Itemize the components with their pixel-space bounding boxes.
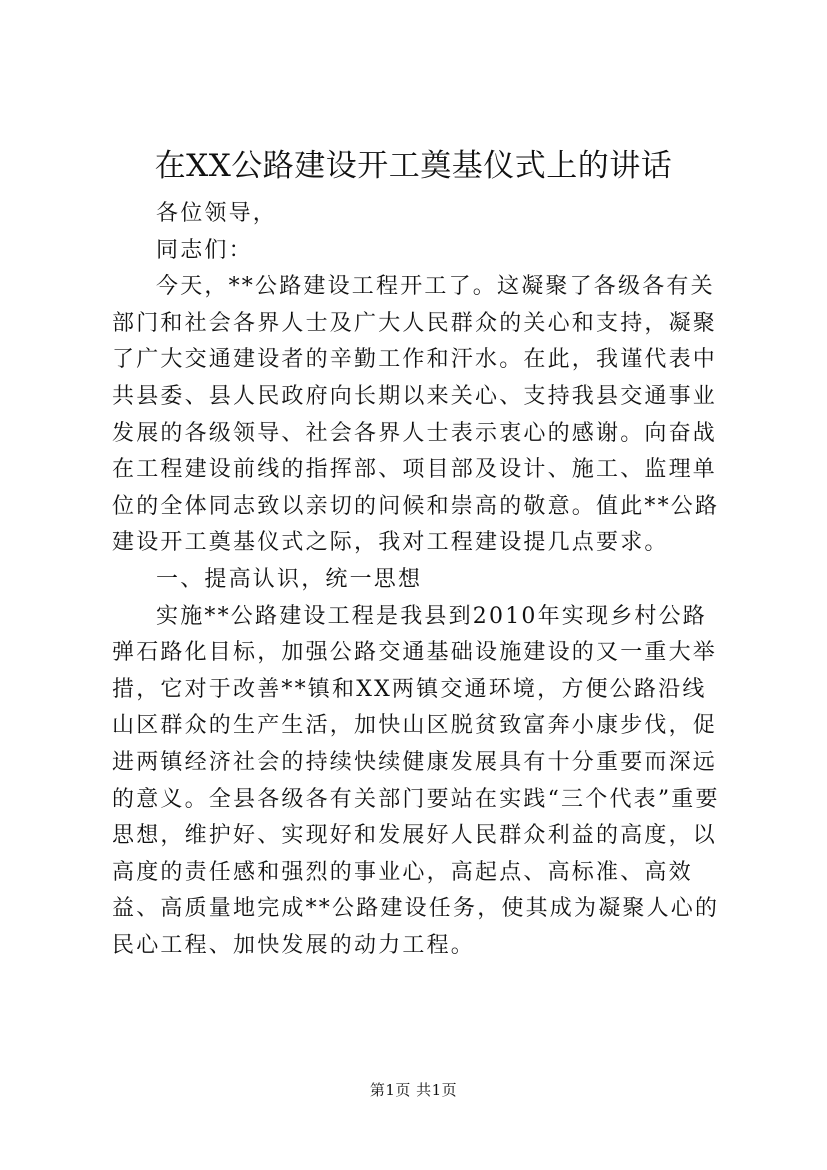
opening-paragraph: 今天，**公路建设工程开工了。这凝聚了各级各有关部门和社会各界人士及广大人民群众的关心和支持，凝聚了广大交通建设者的辛勤工作和汗水。在此，我谨代表中共县委、县人民政府向长期以来关心、支持我县交通事业发展的各级领导、社会各界人士表示衷心的感谢。向奋战在工程建设前线的指挥部、项目部及设计、施工、监理单位的全体同志致以亲切的问候和崇高的敬意。值此**公路建设开工奠基仪式之际，我对工程建设提几点要求。	[112, 274, 720, 556]
salutation-leaders: 各位领导，	[156, 201, 278, 226]
section-paragraph-1: 实施**公路建设工程是我县到2010年实现乡村公路弹石路化目标，加强公路交通基础设施建设的又一重大举措，它对于改善**镇和XX两镇交通环境，方便公路沿线山区群众的生产生活，加快山区脱贫致富奔小康步伐，促进两镇经济社会的持续快续健康发展具有十分重要而深远的意义。全县各级各有关部门要站在实践“三个代表”重要思想，维护好、实现好和发展好人民群众利益的高度，以高度的责任感和强烈的事业心，高起点、高标准、高效益、高质量地完成**公路建设任务，使其成为凝聚人心的民心工程、加快发展的动力工程。	[112, 603, 720, 958]
section-heading-1: 一、提高认识，统一思想	[156, 566, 423, 592]
document-body	[112, 196, 724, 964]
document-title: 在XX公路建设开工奠基仪式上的讲话	[154, 148, 673, 184]
salutation-comrades: 同志们：	[156, 237, 253, 263]
page-footer: 第1页 共1页	[369, 1081, 458, 1099]
